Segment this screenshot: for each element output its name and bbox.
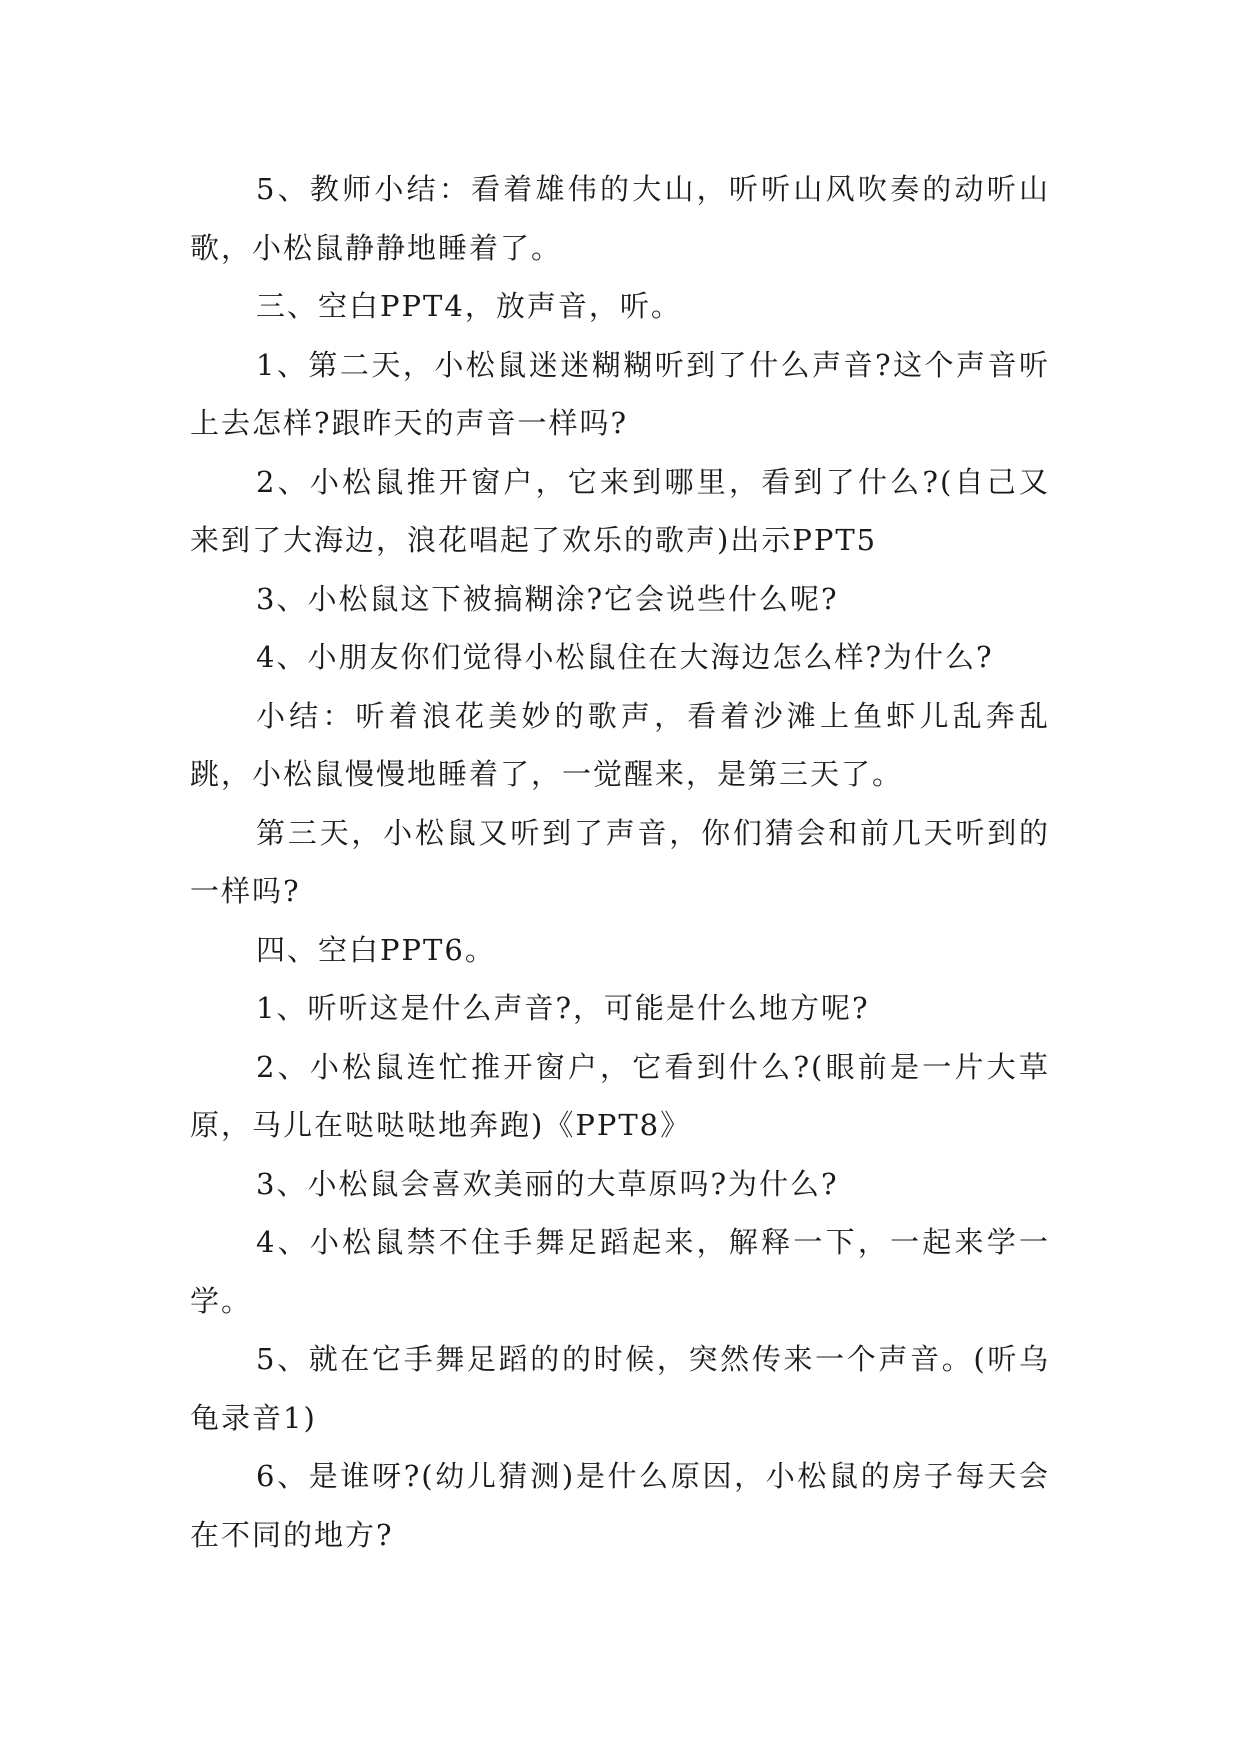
paragraph-item: 4、小松鼠禁不住手舞足蹈起来，解释一下，一起来学一学。 bbox=[190, 1225, 1050, 1318]
paragraph-summary-mountain: 5、教师小结：看着雄伟的大山，听听山风吹奏的动听山歌，小松鼠静静地睡着了。 bbox=[190, 172, 1050, 265]
paragraph-item: 2、小松鼠连忙推开窗户，它看到什么?(眼前是一片大草原，马儿在哒哒哒地奔跑)《PPT8》 bbox=[190, 1049, 1050, 1142]
paragraph-day-three: 第三天，小松鼠又听到了声音，你们猜会和前几天听到的一样吗? bbox=[190, 815, 1050, 908]
paragraph-item: 3、小松鼠这下被搞糊涂?它会说些什么呢? bbox=[256, 581, 839, 616]
paragraph-item: 1、听听这是什么声音?，可能是什么地方呢? bbox=[256, 991, 870, 1025]
paragraph-item: 2、小松鼠推开窗户，它来到哪里，看到了什么?(自己又来到了大海边，浪花唱起了欢乐的歌声)出示PPT5 bbox=[190, 464, 1050, 557]
paragraph-section-four: 四、空白PPT6。 bbox=[256, 932, 496, 967]
document-body bbox=[190, 160, 1050, 1564]
paragraph-section-three: 三、空白PPT4，放声音，听。 bbox=[256, 289, 682, 323]
paragraph-summary-sea: 小结：听着浪花美妙的歌声，看着沙滩上鱼虾儿乱奔乱跳，小松鼠慢慢地睡着了，一觉醒来，是第三天了。 bbox=[190, 698, 1050, 791]
paragraph-item: 4、小朋友你们觉得小松鼠住在大海边怎么样?为什么? bbox=[256, 640, 994, 674]
paragraph-item: 5、就在它手舞足蹈的的时候，突然传来一个声音。(听乌龟录音1) bbox=[190, 1342, 1050, 1435]
paragraph-item: 1、第二天，小松鼠迷迷糊糊听到了什么声音?这个声音听上去怎样?跟昨天的声音一样吗? bbox=[190, 347, 1050, 440]
paragraph-item: 3、小松鼠会喜欢美丽的大草原吗?为什么? bbox=[256, 1166, 839, 1201]
paragraph-item: 6、是谁呀?(幼儿猜测)是什么原因，小松鼠的房子每天会在不同的地方? bbox=[190, 1459, 1050, 1552]
